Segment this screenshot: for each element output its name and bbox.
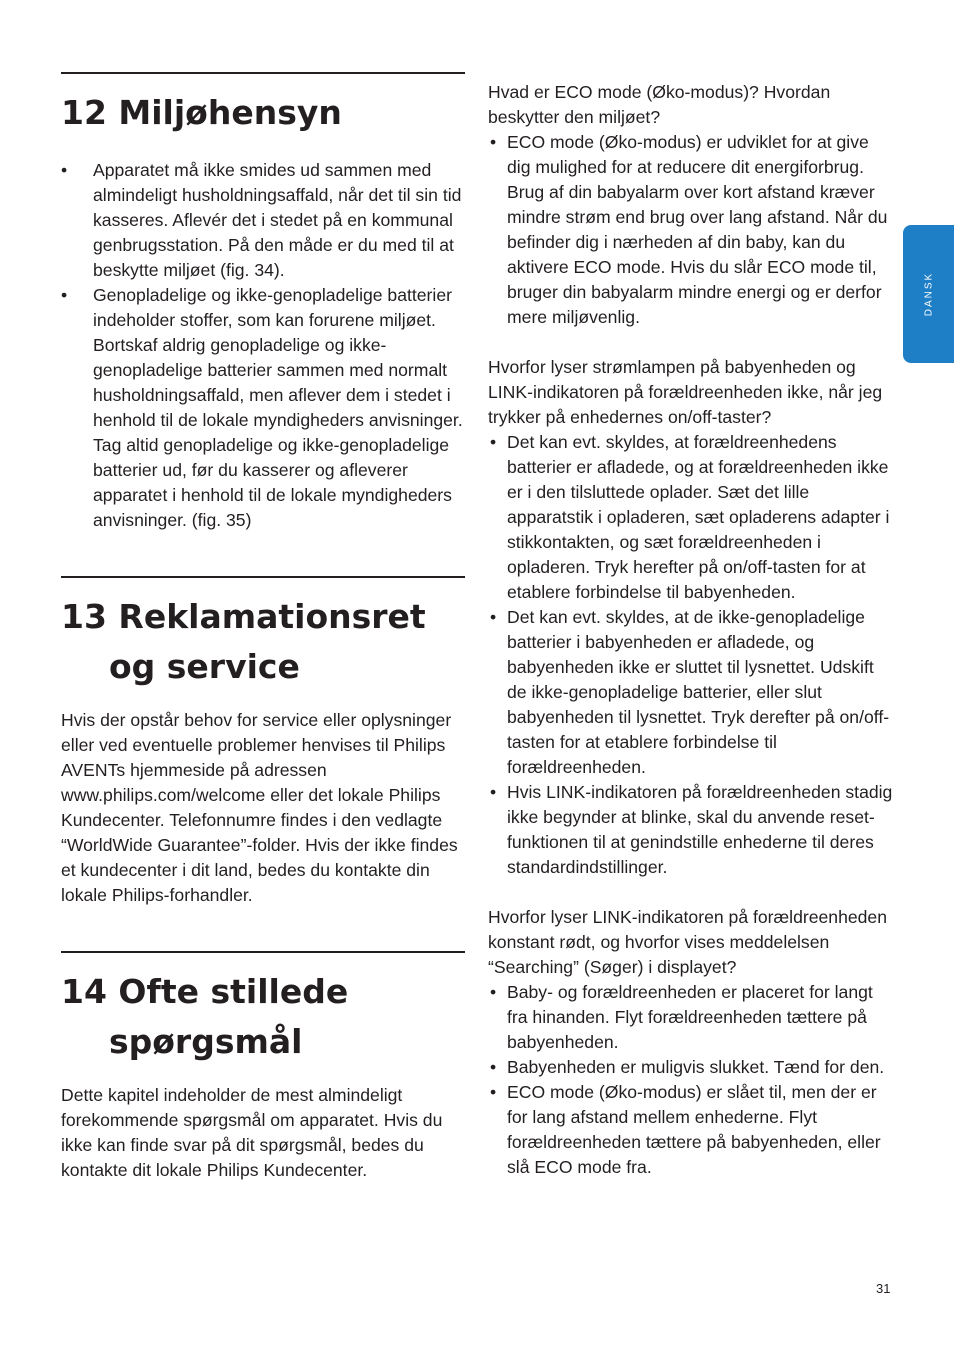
list-item: • ECO mode (Øko-modus) er udviklet for at give dig mulighed for at reducere dit energiforbrug. Brug af din babyalarm over kort afstand kræver mindre strøm end brug over lang afstand. Når du befinder dig i nærheden af din baby, kan du aktivere ECO mode. Hvis du slår ECO mode til, bruger din babyalarm mindre energi og er derfor mere miljøvenlig. xyxy=(488,130,894,330)
faq-answer-list xyxy=(488,430,894,880)
list-item: • Babyenheden er muligvis slukket. Tænd for den. xyxy=(488,1055,894,1080)
faq-answer-list xyxy=(488,130,894,330)
section-divider xyxy=(61,951,465,953)
faq-intro-paragraph: Dette kapitel indeholder de mest almindeligt forekommende spørgsmål om apparatet. Hvis du ikke kan finde svar på dit spørgsmål, bedes du kontakte dit lokale Philips Kundecenter. xyxy=(61,1085,443,1180)
faq-answer-list xyxy=(488,980,894,1180)
faq-question: Hvorfor lyser LINK-indikatoren på forældreenheden konstant rødt, og hvorfor vises meddelelsen “Searching” (Søger) i displayet? xyxy=(488,907,887,977)
section-divider xyxy=(61,72,465,74)
list-item: • Apparatet må ikke smides ud sammen med almindeligt husholdningsaffald, når det til sin tid kasseres. Aflevér det i stedet på en kommunal genbrugsstation. På den måde er du med til at beskytte miljøet (fig. 34). xyxy=(61,158,465,283)
language-tab-label: DANSK xyxy=(923,271,934,317)
left-column xyxy=(61,72,465,1183)
list-item: • Genopladelige og ikke-genopladelige batterier indeholder stoffer, som kan forurene miljøet. Bortskaf aldrig genopladelige og ikke-genopladelige batterier sammen med normalt husholdningsaffald, men aflever dem i stedet i henhold til de lokale myndigheders anvisninger. Tag altid genopladelige og ikke-genopladelige batterier ud, før du kasserer og afleverer apparatet i henhold til de lokale myndigheders anvisninger. (fig. 35) xyxy=(61,283,465,533)
list-item: • ECO mode (Øko-modus) er slået til, men der er for lang afstand mellem enhederne. Flyt forældreenheden tættere på babyenheden, eller slå ECO mode fra. xyxy=(488,1080,894,1180)
section-divider xyxy=(61,576,465,578)
list-item: • Det kan evt. skyldes, at forældreenhedens batterier er afladede, og at forældreenheden ikke er i den tilsluttede oplader. Sæt det lille apparatstik i opladeren, sæt opladerens adapter i stikkontakten, og sæt forældreenheden i opladeren. Tryk herefter på on/off-tasten for at etablere forbindelse til babyenheden. xyxy=(488,430,894,605)
language-tab xyxy=(903,225,954,363)
list-item: • Det kan evt. skyldes, at de ikke-genopladelige batterier i babyenheden er afladede, og babyenheden ikke er sluttet til lysnettet. Udskift de ikke-genopladelige batterier, eller slut babyenheden til lysnettet. Tryk derefter på on/off-tasten for at etablere forbindelse til forældreenheden. xyxy=(488,605,894,780)
section-title-reklamationsret: 13 Reklamationsret og service xyxy=(61,597,426,686)
faq-question: Hvorfor lyser strømlampen på babyenheden og LINK-indikatoren på forældreenheden ikke, når jeg trykker på enhedernes on/off-taster? xyxy=(488,357,883,427)
section-title-faq: 14 Ofte stillede spørgsmål xyxy=(61,972,349,1061)
list-item: • Hvis LINK-indikatoren på forældreenheden stadig ikke begynder at blinke, skal du anvende reset-funktionen til at genindstille enhederne til deres standardindstillinger. xyxy=(488,780,894,880)
environment-list xyxy=(61,158,465,533)
faq-question: Hvad er ECO mode (Øko-modus)? Hvordan beskytter den miljøet? xyxy=(488,82,831,127)
list-item: • Baby- og forældreenheden er placeret for langt fra hinanden. Flyt forældreenheden tættere på babyenheden. xyxy=(488,980,894,1055)
service-paragraph: Hvis der opstår behov for service eller oplysninger eller ved eventuelle problemer henvises til Philips AVENTs hjemmeside på adressen www.philips.com/welcome eller det lokale Philips Kundecenter. Telefonnumre findes i den vedlagte “WorldWide Guarantee”-folder. Hvis der ikke findes et kundecenter i dit land, bedes du kontakte din lokale Philips-forhandler. xyxy=(61,710,458,905)
page-number: 31 xyxy=(876,1281,891,1296)
section-title-miljohensyn: 12 Miljøhensyn xyxy=(61,93,342,132)
right-column xyxy=(488,80,894,1180)
